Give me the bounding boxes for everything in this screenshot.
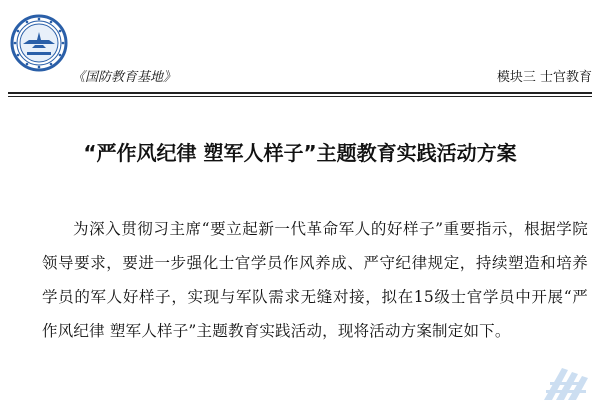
header-divider-thin bbox=[8, 96, 592, 97]
header-module-label: 模块三 士官教育 bbox=[496, 70, 592, 85]
page-header bbox=[0, 0, 600, 100]
header-book-title: 《国防教育基地》 bbox=[72, 70, 177, 85]
body-paragraph: 为深入贯彻习主席“要立起新一代革命军人的好样子”重要指示，根据学院领导要求，要进一步强化士官学员作风养成、严守纪律规定，持续塑造和培养学员的军人好样子，实现与军队需求无缝对接，拟在15级士官学员中开展“严作风纪律 塑军人样子”主题教育实践活动，现将活动方案制定如下。 bbox=[42, 220, 588, 340]
document-title: “严作风纪律 塑军人样子”主题教育实践活动方案 bbox=[83, 141, 517, 165]
header-divider-thick bbox=[8, 92, 592, 94]
academy-emblem-icon bbox=[10, 14, 68, 72]
corner-watermark-icon bbox=[484, 350, 594, 400]
